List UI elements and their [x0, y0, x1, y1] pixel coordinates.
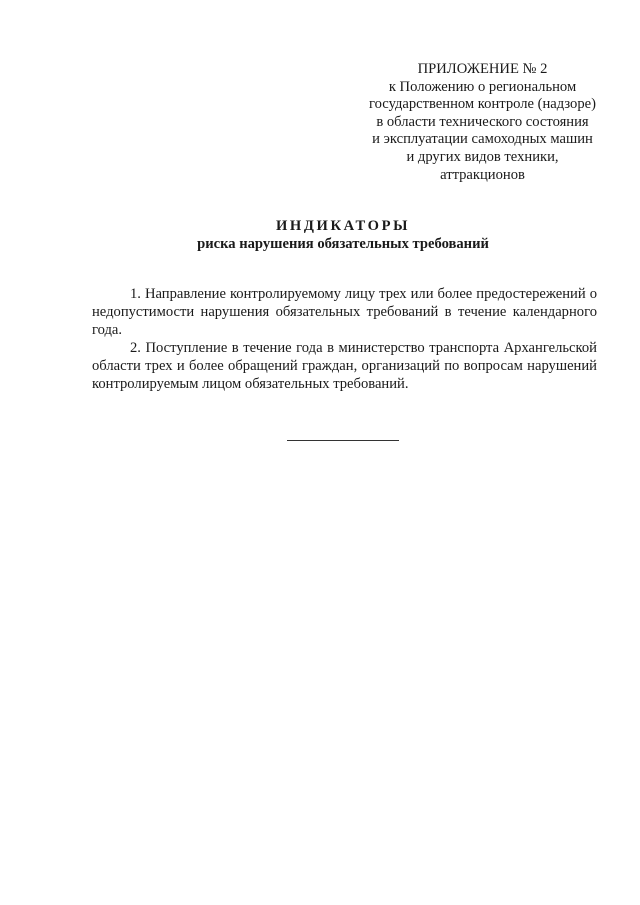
indicator-item-1: 1. Направление контролируемому лицу трех или более предостережений о недопустимости нарушения обязательных требований в течение календарного года.: [92, 286, 597, 338]
appendix-line: аттракционов: [440, 166, 525, 183]
appendix-line: к Положению о региональном: [388, 78, 577, 95]
appendix-line: государственном контроле (надзоре): [369, 96, 596, 113]
appendix-line: в области технического состояния: [376, 113, 589, 130]
appendix-line: ПРИЛОЖЕНИЕ № 2: [417, 61, 548, 77]
document-body: [92, 286, 597, 393]
appendix-line: и эксплуатации самоходных машин: [372, 131, 593, 148]
appendix-header: [335, 61, 630, 184]
document-title: ИНДИКАТОРЫ: [275, 218, 411, 234]
appendix-line: и других видов техники,: [406, 148, 559, 165]
closing-divider: [287, 440, 399, 441]
document-subtitle: риска нарушения обязательных требований: [197, 236, 489, 252]
indicator-item-2: 2. Поступление в течение года в министерство транспорта Архангельской области трех и более обращений граждан, организаций по вопросам нарушений контролируемым лицом обязательных требований.: [92, 339, 597, 392]
